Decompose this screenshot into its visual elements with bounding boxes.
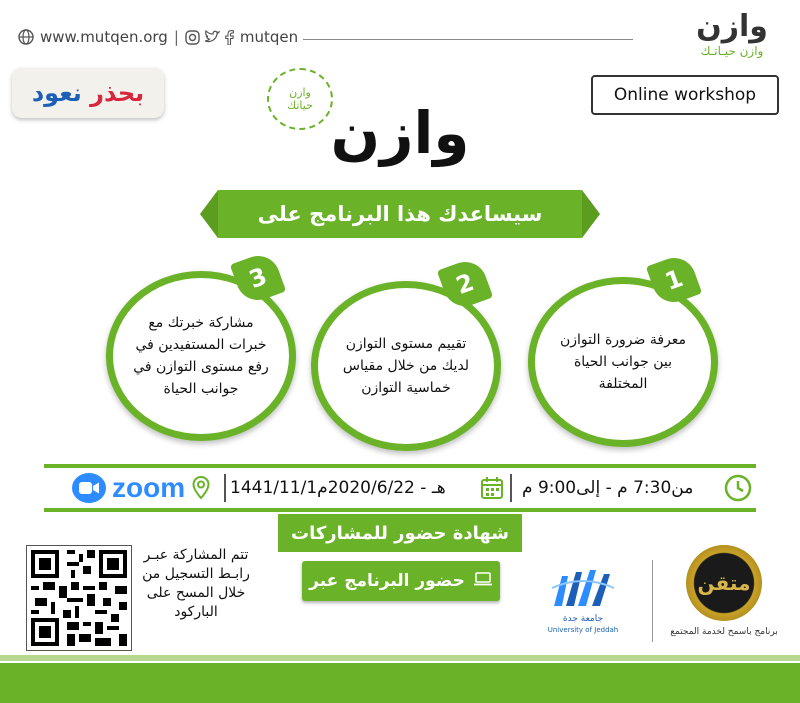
clock-icon [724,474,752,506]
online-workshop-label: Online workshop [591,75,779,115]
benefit-circle-2 [311,281,501,451]
mutqen-caption: برنامج باسمح لخدمة المجتمع [670,627,778,637]
attend-label: حضور البرنامج عبر [309,571,465,591]
attend-button[interactable] [302,561,500,601]
twitter-icon[interactable] [204,30,220,44]
benefit-text-1: معرفة ضرورة التوازن بين جوانب الحياة المختلفة [559,332,687,392]
brand-logo [672,10,792,58]
divider-line [303,39,633,40]
benefit-number-3: 3 [230,250,286,306]
social-handle: mutqen [239,28,299,46]
campaign-badge [12,68,164,118]
badge-word-1: نعود [31,79,82,107]
ribbon-title: سيساعدك هذا البرنامج على [257,202,543,226]
qr-code-graphic [27,546,131,650]
separator [224,474,226,502]
university-emblem-icon [548,566,618,610]
date-text: 1441/11/1هـ - 2020/6/22م [230,478,446,498]
location-pin-icon [192,476,210,504]
qr-code[interactable] [26,545,132,651]
university-name-en: University of Jeddah [547,626,619,634]
mutqen-seal [668,545,780,637]
benefits-ribbon [218,190,582,238]
benefit-number-1: 1 [646,252,702,308]
university-name-ar: جامعة جدة [562,614,604,624]
brand-name: وازن [696,9,768,44]
benefit-number-2: 2 [437,256,493,312]
badge-word-2: بحذر [90,79,145,107]
benefit-circle-1 [528,277,718,447]
divider-line [652,560,653,642]
benefit-text-3: مشاركة خبرتك مع خبرات المستفيدين في رفع مستوى التوازن في جوانب الحياة [133,315,269,397]
zoom-wordmark: zoom [112,472,186,503]
zoom-logo [72,472,185,504]
contact-bar: www.mutqen.org | mutqen [18,28,298,46]
laptop-icon [473,571,493,591]
bottom-stripe-light [0,655,800,661]
calendar-icon [480,476,504,504]
website-link[interactable]: www.mutqen.org [40,28,168,46]
certificate-banner: شهادة حضور للمشاركات [278,514,522,552]
benefit-text-2: تقييم مستوى التوازن لديك من خلال مقياس خماسية التوازن [342,336,470,396]
globe-icon [18,29,34,45]
main-logo: وازن [330,99,470,167]
zoom-camera-icon [72,473,106,503]
registration-note: تتم المشاركة عبـر رابـط التسجيل من خلال المسح على الباركود [142,547,250,620]
bubble-text: وازن حياتك [287,86,313,112]
separator [510,474,512,502]
brand-tagline: وازن حيـاتـك [700,44,764,58]
mutqen-seal-text: متقن [686,545,762,621]
bottom-stripe [0,663,800,703]
social-icons [185,30,234,45]
facebook-icon[interactable] [224,30,234,45]
instagram-icon[interactable] [185,30,200,45]
time-text: من7:30 م - إلى9:00 م [522,478,694,498]
university-of-jeddah-logo [540,566,626,636]
schedule-bar [44,464,756,512]
speech-bubble [267,68,333,130]
